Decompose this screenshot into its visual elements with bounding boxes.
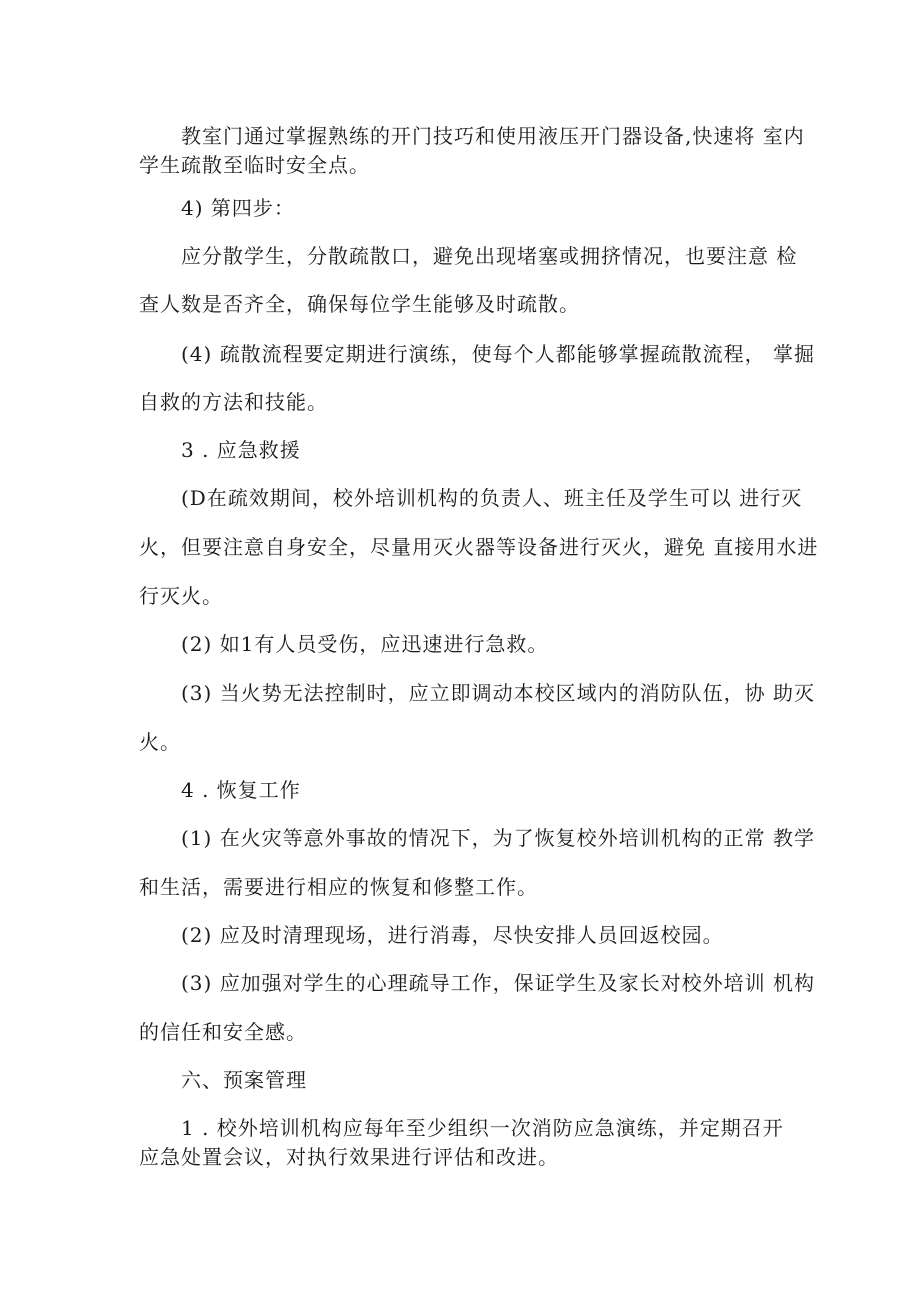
text-line: (3) 应加强对学生的心理疏导工作，保证学生及家长对校外培训 机构 (181, 971, 816, 995)
text-line: 学生疏散至临时安全点。 (139, 153, 370, 177)
text-line: 和生活，需要进行相应的恢复和修整工作。 (139, 875, 538, 899)
text-line: 火，但要注意自身安全，尽量用灭火器等设备进行灭火，避免 直接用水进 (139, 535, 819, 559)
section-heading: 4 . 恢复工作 (181, 778, 301, 802)
text-line: 的信任和安全感。 (139, 1020, 307, 1044)
text-line: 1 . 校外培训机构应每年至少组织一次消防应急演练，并定期召开 (181, 1116, 784, 1140)
text-line: (D在疏效期间，校外培训机构的负责人、班主任及学生可以 进行灭 (181, 486, 803, 510)
text-line: 自救的方法和技能。 (139, 390, 328, 414)
text-line: 教室门通过掌握熟练的开门技巧和使用液压开门器设备,快速将 室内 (181, 124, 805, 148)
section-heading: 六、预案管理 (181, 1068, 307, 1092)
text-line: (2) 应及时清理现场，进行消毒，尽快安排人员回返校园。 (181, 923, 724, 947)
text-line: 行灭火。 (139, 584, 223, 608)
text-line: 应分散学生，分散疏散口，避免出现堵塞或拥挤情况，也要注意 检 (181, 244, 798, 268)
text-line: (3) 当火势无法控制时，应立即调动本校区域内的消防队伍，协 助灭 (181, 681, 816, 705)
text-line: (2) 如1有人员受伤，应迅速进行急救。 (181, 632, 549, 656)
text-line: 火。 (139, 730, 181, 754)
text-line: (1) 在火灾等意外事故的情况下，为了恢复校外培训机构的正常 教学 (181, 826, 816, 850)
text-line: 应急处置会议，对执行效果进行评估和改进。 (139, 1145, 559, 1169)
text-line: 4) 第四步： (181, 196, 295, 220)
text-line: 查人数是否齐全，确保每位学生能够及时疏散。 (139, 292, 580, 316)
text-line: (4) 疏散流程要定期进行演练，使每个人都能够掌握疏散流程， 掌掘 (181, 342, 816, 366)
section-heading: 3 . 应急救援 (181, 438, 301, 462)
